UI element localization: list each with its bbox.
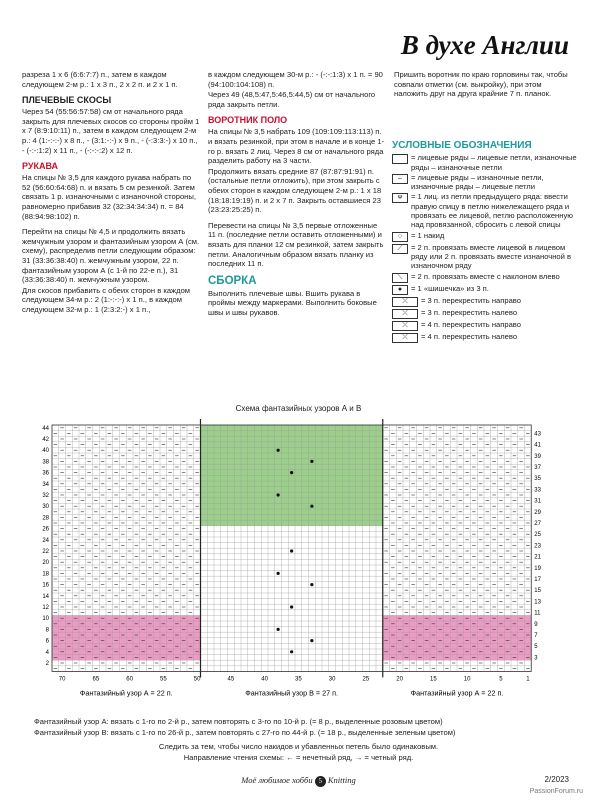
magazine-footer — [0, 775, 597, 787]
row-label-left: 18 — [42, 571, 49, 578]
legend-item — [392, 296, 582, 307]
legend-text: = 1 «шишечка» из 3 п. — [411, 283, 489, 293]
page-number: 5 — [315, 776, 326, 787]
column-label: 40 — [261, 676, 268, 683]
bobble-mark — [310, 639, 313, 642]
row-label-left: 28 — [42, 515, 49, 522]
row-label-right: 7 — [534, 633, 538, 639]
row-label-right: 27 — [534, 521, 541, 527]
row-label-right: 41 — [534, 442, 541, 449]
legend — [392, 141, 582, 344]
legend-symbol-icon: ⟋ — [392, 244, 408, 254]
row-label-left: 20 — [42, 560, 49, 567]
bobble-mark — [277, 449, 280, 452]
bobble-mark — [290, 650, 293, 653]
legend-text: = 3 п. перекрестить налево — [421, 307, 518, 317]
assembly-paragraph: Выполнить плечевые швы. Вшить рукава в проймы между маркерами. Выполнить боковые швы и швы рукавов. — [208, 288, 377, 317]
knitting-chart — [36, 415, 556, 705]
row-label-left: 26 — [42, 526, 49, 533]
row-label-right: 25 — [534, 532, 541, 539]
legend-text: = лицевые ряды – изнаночные петли, изнаночные ряды – лицевые петли — [411, 172, 544, 192]
legend-text: = 4 п. перекрестить направо — [421, 319, 521, 329]
legend-item — [392, 320, 582, 331]
bobble-mark — [310, 505, 313, 508]
bobble-mark — [290, 605, 293, 608]
legend-item — [392, 153, 582, 172]
legend-symbol-icon — [392, 154, 408, 164]
legend-item — [392, 272, 582, 283]
legend-item — [392, 173, 582, 192]
magazine-name-2: Knitting — [327, 775, 356, 785]
sleeves-heading: РУКАВА — [22, 161, 59, 172]
legend-item — [392, 192, 582, 229]
column-label: 20 — [396, 676, 403, 683]
pattern-caption: Фантазийный узор А = 22 п. — [79, 688, 173, 698]
row-label-right: 19 — [534, 565, 541, 572]
text-column-3 — [394, 70, 574, 100]
collar-paragraph-3: Перевести на спицы № 3,5 первые отложенные 11 п. (последние петли оставить отложенными) и вязать для планки 12 см резинкой, затем закрыть петли. Аналогичным образом вязать планку из последних 11 п. — [208, 220, 384, 269]
legend-text: = 1 накид — [411, 230, 445, 240]
legend-text: = 2 п. провязать вместе с наклоном влево — [411, 271, 560, 281]
row-label-left: 36 — [42, 470, 49, 477]
legend-symbol-icon: – — [392, 174, 408, 184]
row-label-right: 3 — [534, 655, 538, 662]
column-label: 15 — [430, 676, 437, 683]
bobble-mark — [277, 493, 280, 496]
column-label: 55 — [160, 676, 167, 683]
bobble-mark — [290, 549, 293, 552]
row-label-left: 10 — [42, 616, 49, 623]
legend-item — [392, 332, 582, 343]
yarnover-note: Следить за тем, чтобы число накидов и убавленных петель было одинаковым. — [158, 742, 439, 751]
legend-symbol-icon: ⤫ — [392, 297, 418, 307]
row-label-right: 5 — [534, 644, 538, 651]
assembly-heading: СБОРКА — [208, 274, 257, 287]
column-label: 30 — [328, 676, 336, 683]
row-label-right: 33 — [534, 487, 541, 494]
column-label: 70 — [58, 676, 66, 683]
reading-direction-note: Направление чтения схемы: ← = нечетный ряд, → = четный ряд. — [183, 753, 414, 762]
row-label-right: 23 — [534, 543, 541, 550]
page-title: В духе Англии — [400, 30, 569, 60]
legend-symbol-icon: ⤫ — [392, 321, 418, 331]
legend-symbol-icon: ⟍ — [392, 273, 408, 283]
row-label-left: 42 — [42, 437, 49, 443]
column-label: 60 — [126, 676, 133, 683]
column-label: 35 — [295, 676, 302, 683]
row-label-left: 22 — [42, 549, 49, 555]
sleeves-paragraph-3: Для скосов прибавить с обеих сторон в каждом следующем 34-м р.: 2 (1:-:-:-) х 1 п., в каждом следующем 32-м р.: 1 (2:3:2:-) х 1 п., — [22, 285, 191, 314]
row-label-left: 34 — [42, 481, 49, 488]
text-column-2 — [208, 70, 386, 318]
row-label-right: 39 — [534, 453, 541, 460]
row-label-left: 4 — [45, 649, 49, 656]
bobble-mark — [310, 583, 313, 586]
row-label-right: 13 — [534, 599, 541, 606]
legend-text: = лицевые ряды – лицевые петли, изнаночные ряды – изнаночные петли — [411, 153, 577, 172]
row-label-right: 43 — [534, 431, 541, 438]
bobble-mark — [310, 460, 313, 463]
pattern-caption: Фантазийный узор А = 22 п. — [410, 688, 504, 698]
pattern-a-note: Фантазийный узор А: вязать с 1-го по 2-й р., затем повторять с 3-го по 10-й р. (= 8 р., выделенные розовым цветом) — [34, 717, 443, 726]
row-label-left: 32 — [42, 493, 49, 499]
legend-text: = 3 п. перекрестить направо — [421, 295, 521, 305]
row-label-right: 9 — [534, 621, 538, 628]
col2-intro: в каждом следующем 30-м р.: - (-:-:1:3) х 1 п. = 90 (94:100:104:108) п. — [208, 70, 383, 89]
row-label-right: 17 — [534, 577, 541, 583]
sleeves-paragraph-1: На спицы № 3,5 для каждого рукава набрать по 52 (56:60:64:68) п. и вязать 5 см резинкой. Затем связать 1 р. изнаночными с изнаночной стороны, равномерно прибавив 32 (32:34:34:34) п. = 84 (88:94:98:102) п. — [22, 173, 196, 221]
row-label-left: 14 — [42, 593, 49, 600]
row-label-left: 38 — [42, 459, 49, 466]
bobble-mark — [277, 572, 280, 575]
row-label-left: 2 — [45, 661, 49, 667]
legend-symbol-icon: ᴪ — [392, 193, 408, 203]
row-label-right: 29 — [534, 509, 541, 516]
collar-attach-paragraph: Пришить воротник по краю горловины так, чтобы совпали отметки (см. выкройку), при этом наложить друг на друга крайние 7 п. планок. — [394, 70, 568, 99]
magazine-name: Моё любимое хобби — [241, 775, 313, 785]
row-label-right: 31 — [534, 498, 541, 505]
column-label: 45 — [227, 676, 235, 683]
row-label-left: 44 — [42, 425, 49, 432]
col1-intro: разреза 1 х 6 (6:6:7:7) п., затем в каждом следующем 2-м р.: 1 х 3 п., 2 х 2 п. и 2 х 1 п. — [22, 70, 178, 89]
shoulder-paragraph: Через 54 (55:56:57:58) см от начального ряда закрыть для плечевых скосов со стороны пройм 1 х 7 (8:9:10:11) п., затем в каждом следующем 2-м р.: 4 (1:-:-:-) х 8 п., - (3:1:-:-) х 9 п., - (-:3:3:-) х 10 п., - (-:-:1:2) х 11 п., - (-:-:-:2) х 12 п. — [22, 107, 200, 155]
row-label-right: 15 — [534, 588, 541, 595]
collar-paragraph-2: Продолжить вязать средние 87 (87:87:91:91) п. (остальные петли отложить), при этом закрыть с обеих сторон в каждом следующем 2-м р.: 1 х 18 (18:18:19:19) п. и 2 х 7 п. Закрыть оставшиеся 23 (23:23:25:25) п. — [208, 166, 382, 215]
column-label: 65 — [92, 676, 100, 683]
bobble-mark — [290, 471, 293, 474]
legend-text: = 4 п. перекрестить налево — [421, 331, 518, 341]
row-label-right: 21 — [534, 554, 541, 561]
row-label-left: 16 — [42, 582, 49, 589]
row-label-left: 8 — [45, 627, 49, 634]
row-label-right: 35 — [534, 476, 541, 483]
column-label: 10 — [463, 676, 471, 683]
shoulder-heading: ПЛЕЧЕВЫЕ СКОСЫ — [22, 95, 112, 106]
sleeves-paragraph-2: Перейти на спицы № 4,5 и продолжить вязать жемчужным узором и фантазийным узором А (см. схему), распределив петли следующим образом: 31 (33:36:38:40) п. жемчужным узором, 22 п. фантазийным узором А (с 1-й по 22-е п.), 31 (33:36:38:40) п. жемчужным узором. — [22, 227, 200, 285]
collar-heading: ВОРОТНИК ПОЛО — [208, 115, 288, 126]
bobble-mark — [277, 628, 280, 631]
legend-items — [392, 153, 582, 342]
legend-item — [392, 284, 582, 295]
row-label-left: 24 — [42, 537, 49, 544]
legend-symbol-icon: ○ — [392, 232, 408, 242]
legend-item — [392, 231, 582, 242]
pattern-caption: Фантазийный узор В = 27 п. — [245, 688, 338, 698]
collar-paragraph-1: На спицы № 3,5 набрать 109 (109:109:113:113) п. и вязать резинкой, при этом в начале и в конце 1-го р. вязать 2 лиц. Через 8 см от начального ряда разделить работу на 3 части. — [208, 127, 385, 166]
legend-item — [392, 243, 582, 271]
col2-intro-2: Через 49 (48,5:47,5:46,5:44,5) см от начального ряда закрыть петли. — [208, 90, 376, 109]
legend-text: = 1 лиц. из петли предыдущего ряда: ввести правую спицу в петлю нижележащего ряда и провязать ее лицевой, петлю расположенную над провязанной, сбросить с левой спицы — [411, 192, 573, 230]
row-label-left: 6 — [45, 638, 49, 645]
column-label: 25 — [362, 676, 370, 683]
column-label: 1 — [526, 676, 530, 683]
legend-heading: УСЛОВНЫЕ ОБОЗНАЧЕНИЯ — [392, 140, 532, 151]
column-label: 5 — [499, 676, 503, 683]
issue-number: 2/2023 — [544, 775, 569, 784]
pattern-b-note: Фантазийный узор В: вязать с 1-го по 26-й р., затем повторять с 27-го по 44-й р. (= 18 р., выделенные зеленым цветом) — [34, 728, 456, 737]
row-label-right: 11 — [534, 610, 541, 617]
row-label-right: 37 — [534, 465, 541, 471]
legend-item — [392, 308, 582, 319]
chart-title: Схема фантазийных узоров А и В — [235, 404, 362, 413]
site-watermark: PassionForum.ru — [529, 788, 583, 795]
text-column-1 — [22, 70, 200, 315]
legend-symbol-icon: ● — [392, 285, 408, 295]
column-label: 50 — [193, 676, 201, 683]
legend-symbol-icon: ⤫ — [392, 333, 418, 343]
legend-text: = 2 п. провязать вместе лицевой в лицевом ряду или 2 п. провязать вместе изнаночной в изнаночном ряду — [411, 242, 572, 271]
row-label-left: 30 — [42, 504, 49, 511]
legend-symbol-icon: ⤫ — [392, 309, 418, 319]
row-label-left: 40 — [42, 448, 49, 455]
row-label-left: 12 — [42, 605, 49, 611]
